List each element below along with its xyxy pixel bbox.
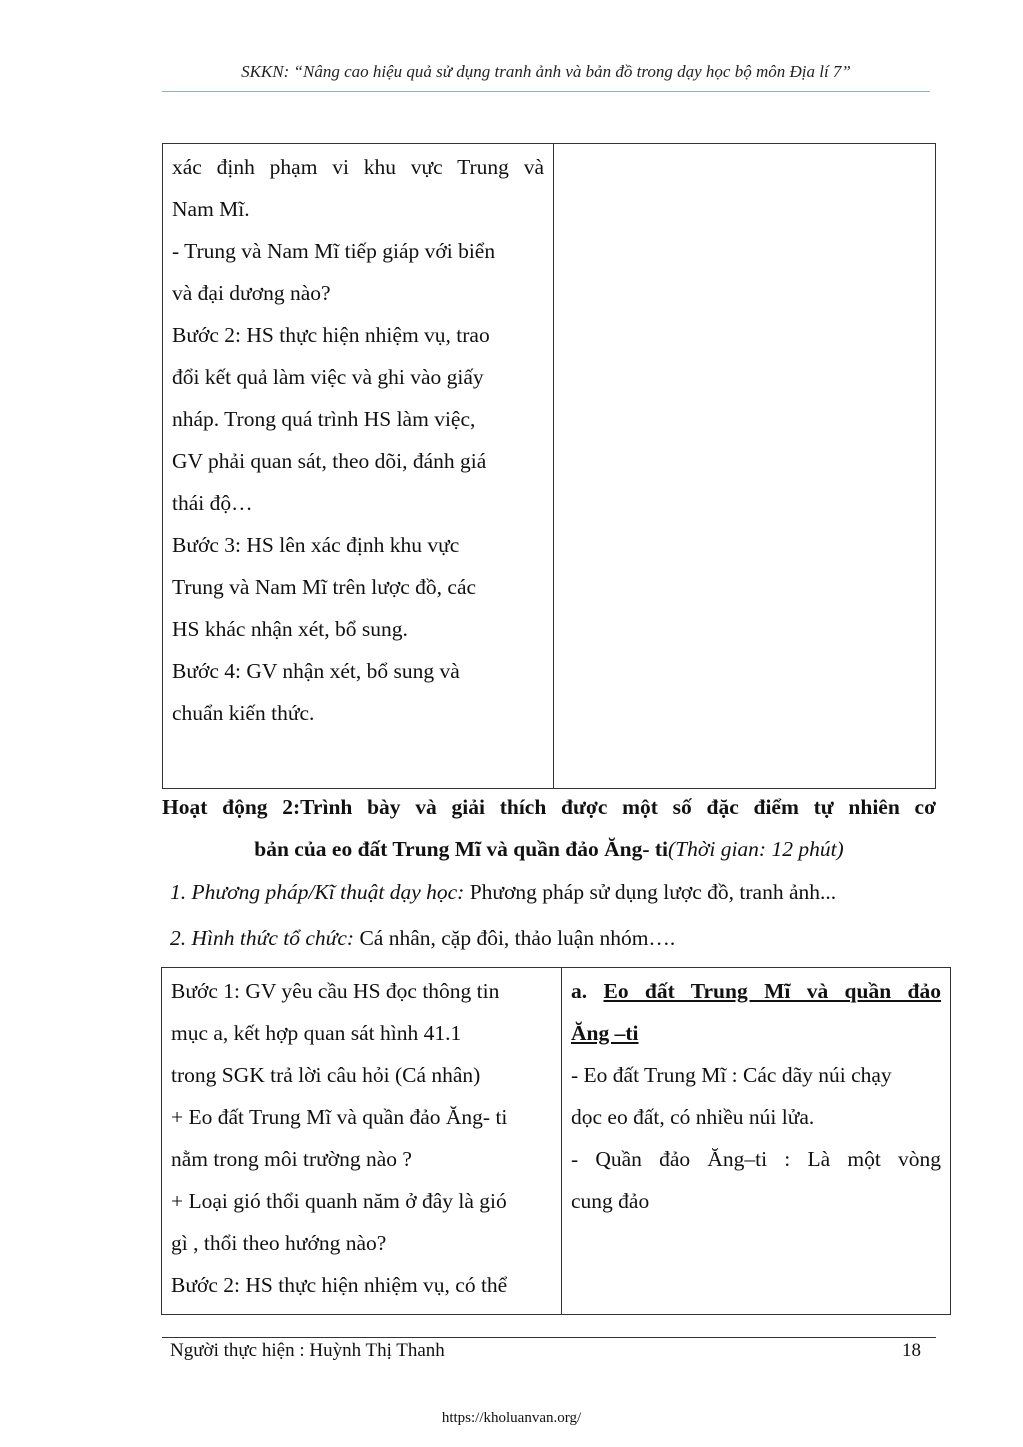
text-line: - Trung và Nam Mĩ tiếp giáp với biển	[172, 239, 496, 263]
text-line: HS khác nhận xét, bổ sung.	[172, 617, 408, 641]
text-line: trong SGK trả lời câu hỏi (Cá nhân)	[171, 1063, 481, 1087]
text-line: - Quần đảo Ăng–ti : Là một vòng	[571, 1147, 941, 1171]
text-line: dọc eo đất, có nhiều núi lửa.	[571, 1105, 815, 1129]
page-header: SKKN: “Nâng cao hiệu quả sử dụng tranh ảnh và bản đồ trong dạy học bộ môn Địa lí 7”	[241, 62, 851, 81]
header-divider	[162, 91, 930, 92]
text-line: Bước 3: HS lên xác định khu vực	[172, 533, 460, 557]
text-line: - Eo đất Trung Mĩ : Các dãy núi chạy	[571, 1063, 892, 1087]
activity1-right-cell	[554, 144, 936, 789]
method-label: 1. Phương pháp/Kĩ thuật dạy học:	[170, 880, 465, 904]
activity2-right-cell	[562, 968, 951, 1315]
text-line: xác định phạm vi khu vực Trung và	[172, 155, 544, 179]
text-line: Bước 1: GV yêu cầu HS đọc thông tin	[171, 979, 500, 1003]
method-paragraph	[170, 871, 836, 913]
activity1-left-cell	[163, 144, 554, 789]
footer-divider	[162, 1337, 936, 1338]
activity2-title-line1: Hoạt động 2:Trình bày và giải thích được một số đặc điểm tự nhiên cơ	[162, 795, 936, 819]
text-line: gì , thổi theo hướng nào?	[171, 1231, 387, 1255]
text-line: nháp. Trong quá trình HS làm việc,	[172, 407, 476, 431]
source-url: https://kholuanvan.org/	[441, 1410, 582, 1426]
form-label: 2. Hình thức tổ chức:	[170, 926, 355, 950]
text-line: cung đảo	[571, 1189, 650, 1213]
section-a-title: Eo đất Trung Mĩ và quần đảo	[603, 979, 941, 1003]
text-line: + Loại gió thổi quanh năm ở đây là gió	[171, 1189, 507, 1213]
text-line: Bước 4: GV nhận xét, bổ sung và	[172, 659, 460, 683]
text-line: và đại dương nào?	[172, 281, 331, 305]
text-line: chuẩn kiến thức.	[172, 701, 315, 725]
text-line: Trung và Nam Mĩ trên lược đồ, các	[172, 575, 477, 599]
text-line: Nam Mĩ.	[172, 197, 250, 221]
form-paragraph	[170, 917, 675, 959]
text-line: Bước 2: HS thực hiện nhiệm vụ, có thể	[171, 1273, 508, 1297]
activity2-left-cell	[162, 968, 562, 1315]
section-a-prefix: a.	[571, 979, 604, 1003]
activity2-table	[161, 967, 951, 1315]
text-line: mục a, kết hợp quan sát hình 41.1	[171, 1021, 462, 1045]
form-value: Cá nhân, cặp đôi, thảo luận nhóm….	[354, 926, 676, 950]
text-line: nằm trong môi trường nào ?	[171, 1147, 412, 1171]
footer-author: Người thực hiện : Huỳnh Thị Thanh	[170, 1340, 445, 1361]
text-line: đổi kết quả làm việc và ghi vào giấy	[172, 365, 484, 389]
method-value: Phương pháp sử dụng lược đồ, tranh ảnh...	[464, 880, 837, 904]
activity2-heading	[162, 786, 936, 870]
text-line: GV phải quan sát, theo dõi, đánh giá	[172, 449, 487, 473]
activity2-time: (Thời gian: 12 phút)	[668, 837, 844, 861]
activity2-title-line2	[162, 828, 936, 870]
text-line: thái độ…	[172, 491, 253, 515]
activity1-table	[162, 143, 936, 789]
section-a-heading	[571, 970, 941, 1012]
text-line: + Eo đất Trung Mĩ và quần đảo Ăng- ti	[171, 1105, 508, 1129]
text-line: Bước 2: HS thực hiện nhiệm vụ, trao	[172, 323, 490, 347]
page-number: 18	[902, 1340, 921, 1361]
section-a-heading-line2	[571, 1012, 941, 1054]
activity2-title-text: bản của eo đất Trung Mĩ và quần đảo Ăng- ti	[254, 837, 669, 861]
section-a-title-2: Ăng –ti	[571, 1021, 639, 1045]
